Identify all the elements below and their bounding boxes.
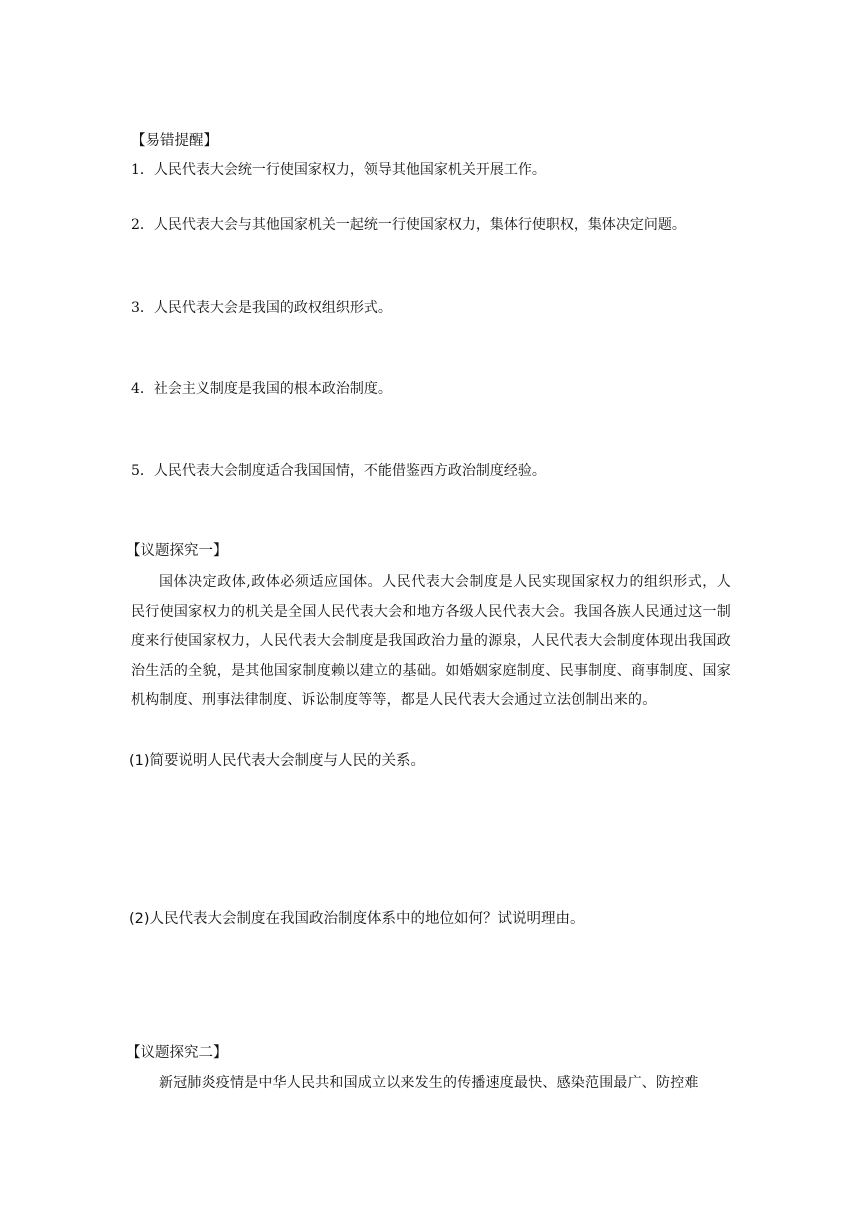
topic1-paragraph: 国体决定政体,政体必须适应国体。人民代表大会制度是人民实现国家权力的组织形式，人民行使国家权力的机关是全国人民代表大会和地方各级人民代表大会。我国各族人民通过这一制度来行使国家权力，人民代表大会制度是我国政治力量的源泉，人民代表大会制度体现出我国政治生活的全貌，是其他国家制度赖以建立的基础。如婚姻家庭制度、民事制度、商事制度、国家机构制度、刑事法律制度、诉讼制度等等，都是人民代表大会通过立法创制出来的。: [131, 574, 731, 708]
reminder-item-3: 3．人民代表大会是我国的政权组织形式。: [131, 300, 392, 316]
reminder-heading: 【易错提醒】: [131, 133, 218, 149]
topic1-question-2: (2)人民代表大会制度在我国政治制度体系中的地位如何？试说明理由。: [129, 911, 585, 927]
topic1-heading: 【议题探究一】: [126, 543, 228, 559]
reminder-item-4: 4．社会主义制度是我国的根本政治制度。: [131, 381, 392, 397]
reminder-item-5: 5．人民代表大会制度适合我国国情，不能借鉴西方政治制度经验。: [131, 463, 546, 479]
topic2-heading: 【议题探究二】: [126, 1045, 228, 1061]
reminder-item-1: 1．人民代表大会统一行使国家权力，领导其他国家机关开展工作。: [131, 162, 546, 178]
reminder-item-2: 2．人民代表大会与其他国家机关一起统一行使国家权力，集体行使职权，集体决定问题。: [131, 217, 686, 233]
topic2-paragraph: 新冠肺炎疫情是中华人民共和国成立以来发生的传播速度最快、感染范围最广、防控难: [159, 1075, 699, 1091]
topic1-question-1: (1)简要说明人民代表大会制度与人民的关系。: [129, 753, 426, 769]
